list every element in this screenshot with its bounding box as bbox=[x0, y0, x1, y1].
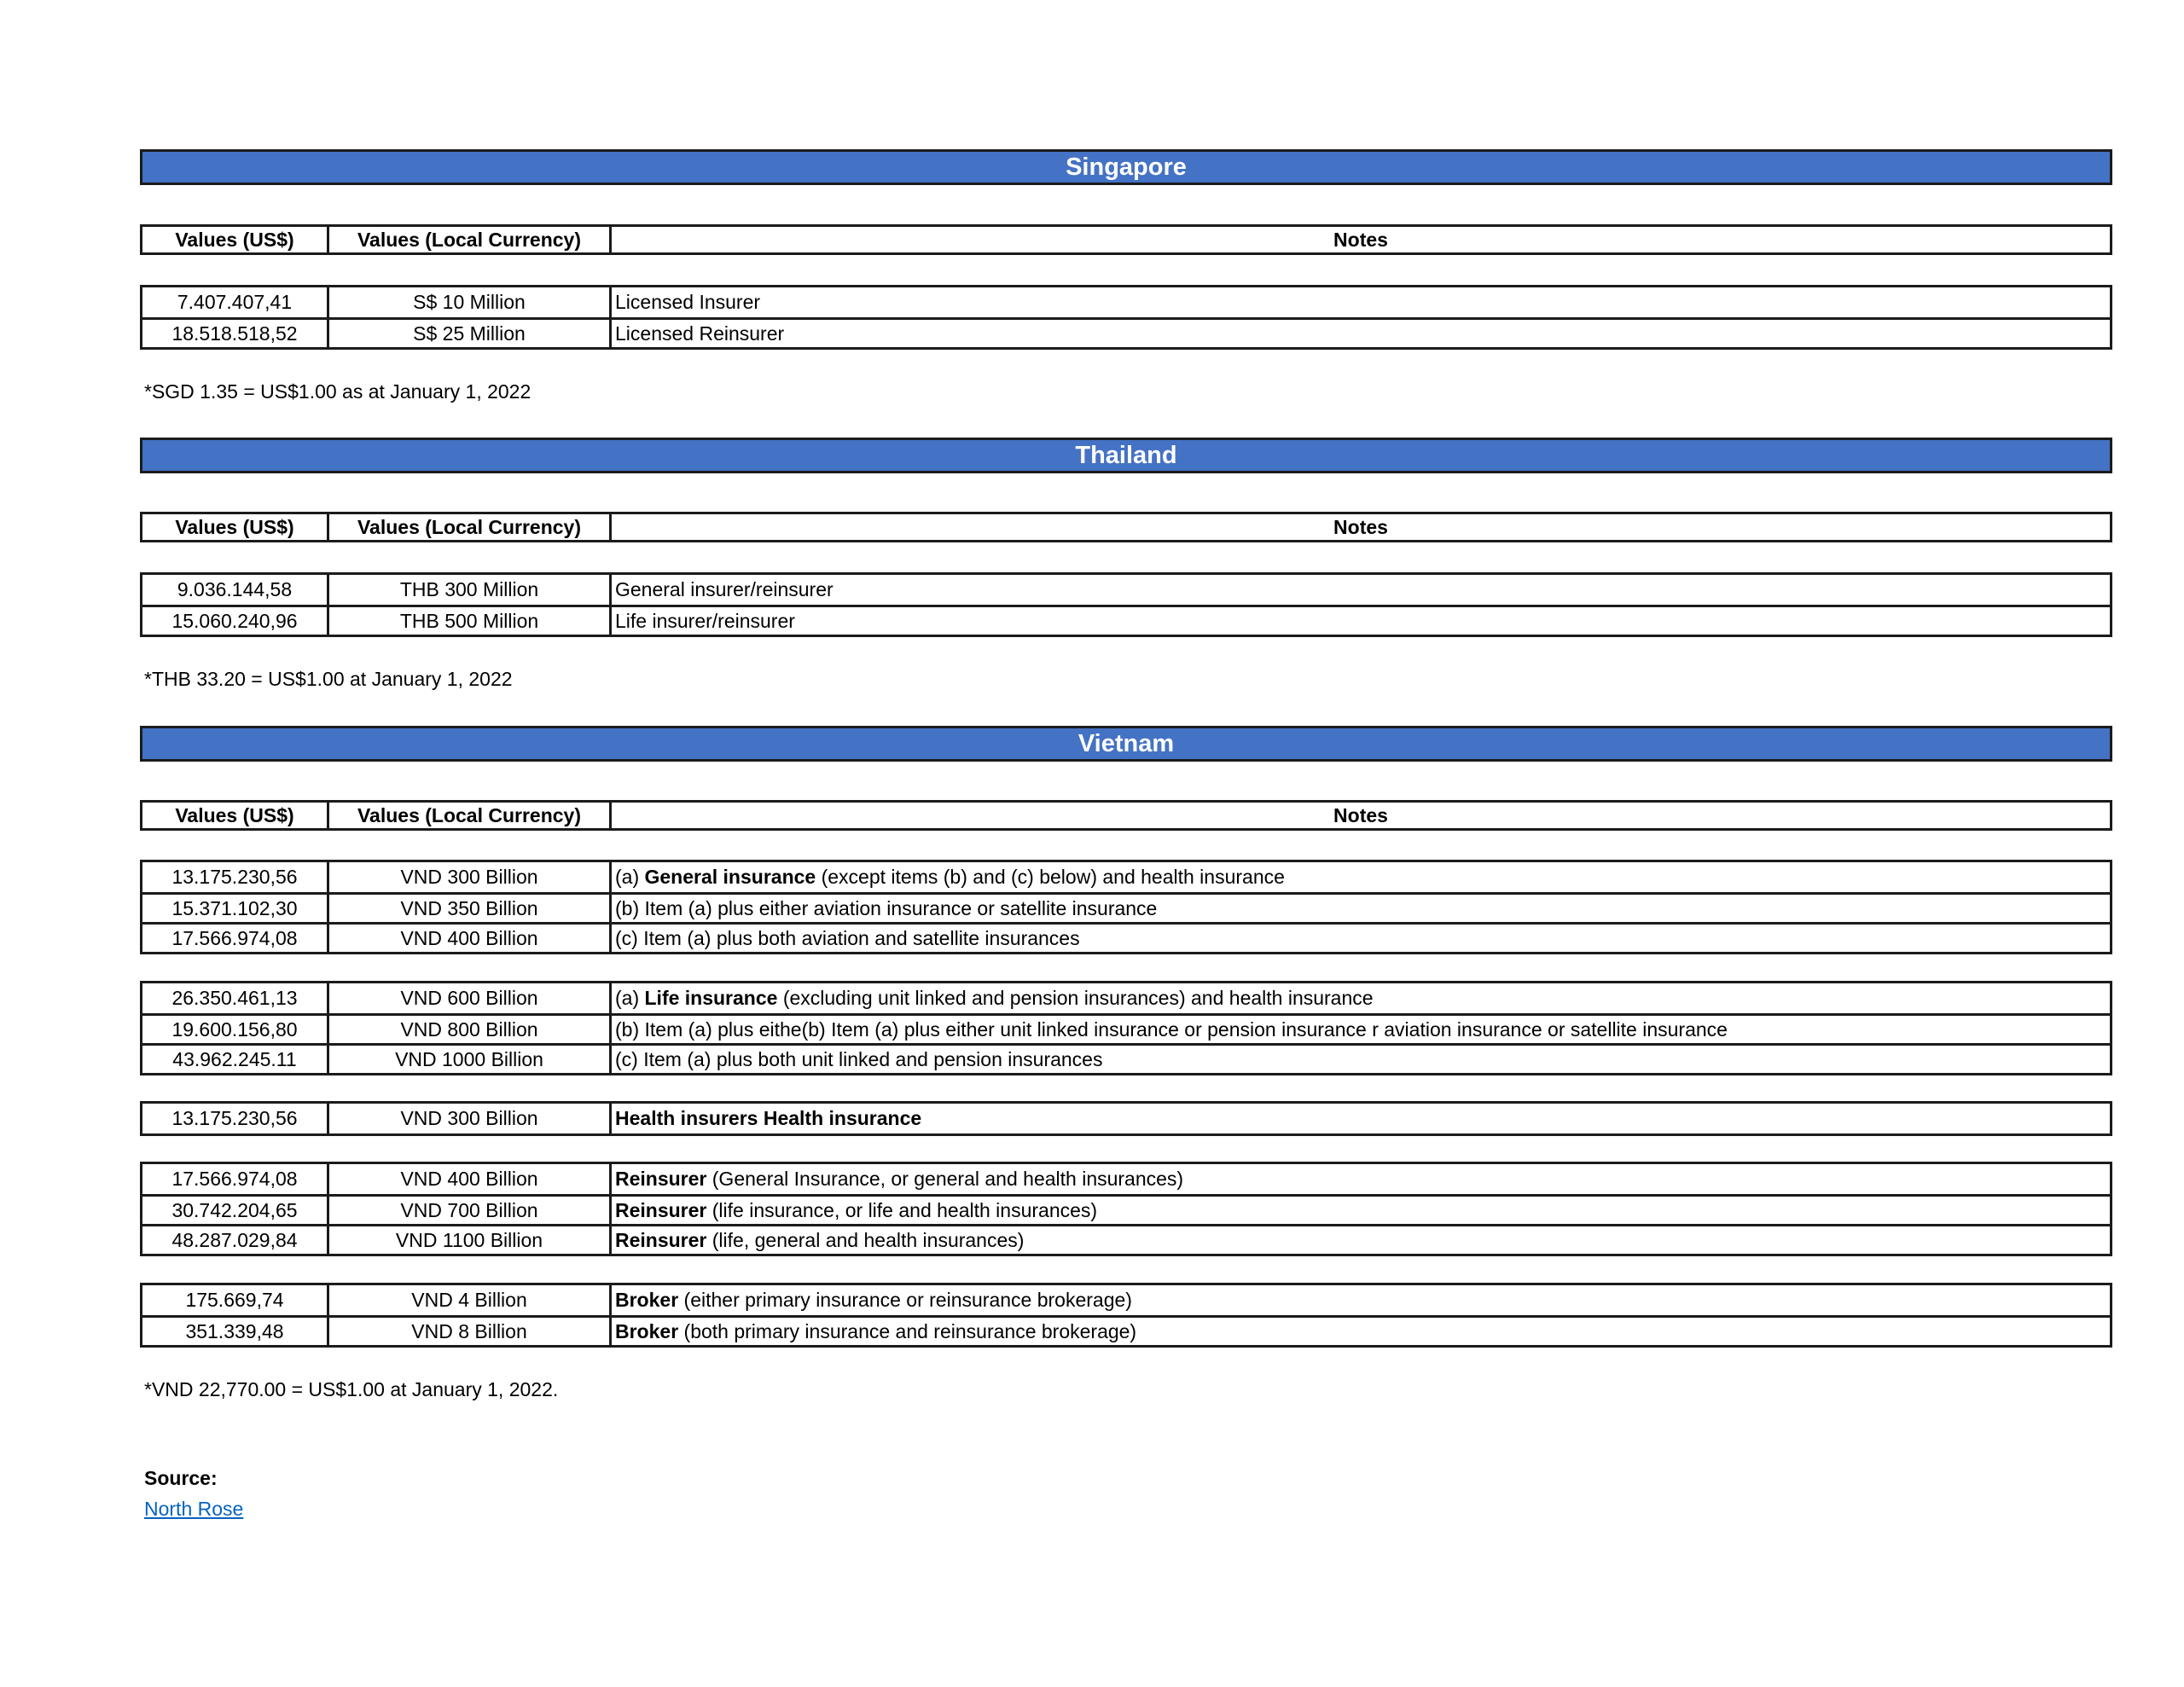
cell-usd: 26.350.461,13 bbox=[142, 983, 329, 1013]
cell-local: VND 700 Billion bbox=[329, 1197, 612, 1224]
note-text: (either primary insurance or reinsurance brokerage) bbox=[678, 1289, 1132, 1311]
cell-local: VND 4 Billion bbox=[329, 1285, 612, 1315]
cell-local: VND 1000 Billion bbox=[329, 1046, 612, 1073]
cell-note bbox=[612, 1016, 2110, 1043]
cell-usd: 17.566.974,08 bbox=[142, 1164, 329, 1194]
cell-usd: 17.566.974,08 bbox=[142, 925, 329, 952]
cell-local: THB 500 Million bbox=[329, 607, 612, 635]
cell-usd: 19.600.156,80 bbox=[142, 1016, 329, 1043]
header-notes: Notes bbox=[1333, 515, 1388, 538]
table-row bbox=[142, 1104, 2110, 1133]
note-text: (excluding unit linked and pension insurances) and health insurance bbox=[777, 987, 1374, 1009]
table-row bbox=[142, 1013, 2110, 1043]
cell-usd: 15.371.102,30 bbox=[142, 895, 329, 922]
cell-note bbox=[612, 1285, 2110, 1315]
note-bold: General insurance bbox=[644, 866, 816, 888]
note-text: (b) Item (a) plus eithe(b) Item (a) plus either unit linked insurance or pension insurance r aviation insurance or satellite insurance bbox=[615, 1017, 1728, 1041]
table-row bbox=[142, 575, 2110, 605]
table-row bbox=[142, 1224, 2110, 1254]
note-bold: Reinsurer bbox=[615, 1228, 707, 1251]
cell-usd: 18.518.518,52 bbox=[142, 320, 329, 347]
cell-note bbox=[612, 983, 2110, 1013]
section-title-thailand: Thailand bbox=[140, 438, 2112, 473]
cell-local: VND 8 Billion bbox=[329, 1318, 612, 1345]
table-row bbox=[142, 1164, 2110, 1194]
cell-local: THB 300 Million bbox=[329, 575, 612, 605]
cell-usd: 175.669,74 bbox=[142, 1285, 329, 1315]
cell-local: VND 400 Billion bbox=[329, 925, 612, 952]
cell-local: VND 400 Billion bbox=[329, 1164, 612, 1194]
note-text: (except items (b) and (c) below) and health insurance bbox=[816, 866, 1285, 888]
note-text: (b) Item (a) plus either aviation insurance or satellite insurance bbox=[615, 896, 1158, 919]
section-title-singapore: Singapore bbox=[140, 149, 2112, 185]
cell-usd: 13.175.230,56 bbox=[142, 1104, 329, 1133]
cell-local: VND 300 Billion bbox=[329, 862, 612, 892]
source-link[interactable]: North Rose bbox=[144, 1498, 244, 1520]
note-prefix: (a) bbox=[615, 987, 645, 1009]
table-row bbox=[142, 1194, 2110, 1224]
cell-note bbox=[612, 1318, 2110, 1345]
footnote-singapore: *SGD 1.35 = US$1.00 as at January 1, 2022 bbox=[144, 380, 531, 403]
table-row bbox=[142, 983, 2110, 1013]
table-row bbox=[142, 922, 2110, 952]
cell-note bbox=[612, 1197, 2110, 1224]
note-bold: Health insurers Health insurance bbox=[615, 1107, 922, 1129]
cell-note bbox=[612, 862, 2110, 892]
vietnam-life-table bbox=[140, 981, 2112, 1075]
table-row bbox=[142, 605, 2110, 635]
cell-note: General insurer/reinsurer bbox=[615, 578, 834, 600]
section-title-vietnam: Vietnam bbox=[140, 726, 2112, 762]
singapore-table bbox=[140, 285, 2112, 350]
header-local: Values (Local Currency) bbox=[329, 227, 612, 252]
cell-note bbox=[612, 1164, 2110, 1194]
cell-local: VND 600 Billion bbox=[329, 983, 612, 1013]
cell-usd: 48.287.029,84 bbox=[142, 1226, 329, 1254]
cell-local: VND 800 Billion bbox=[329, 1016, 612, 1043]
note-prefix: (a) bbox=[615, 866, 645, 888]
note-bold: Reinsurer bbox=[615, 1198, 707, 1221]
header-notes: Notes bbox=[1333, 228, 1388, 251]
cell-note: Licensed Reinsurer bbox=[615, 322, 785, 345]
cell-usd: 13.175.230,56 bbox=[142, 862, 329, 892]
cell-usd: 30.742.204,65 bbox=[142, 1197, 329, 1224]
cell-note: Licensed Insurer bbox=[615, 291, 761, 313]
cell-usd: 43.962.245.11 bbox=[142, 1046, 329, 1073]
cell-local: S$ 25 Million bbox=[329, 320, 612, 347]
table-row bbox=[142, 1315, 2110, 1345]
footnote-vietnam: *VND 22,770.00 = US$1.00 at January 1, 2022. bbox=[144, 1378, 559, 1400]
note-bold: Broker bbox=[615, 1289, 679, 1311]
cell-usd: 15.060.240,96 bbox=[142, 607, 329, 635]
cell-local: S$ 10 Million bbox=[329, 287, 612, 317]
cell-note bbox=[612, 1046, 2110, 1073]
cell-note bbox=[612, 1104, 2110, 1133]
note-bold: Broker bbox=[615, 1319, 679, 1342]
cell-note bbox=[612, 925, 2110, 952]
table-row bbox=[142, 317, 2110, 347]
note-bold: Life insurance bbox=[644, 987, 778, 1009]
thailand-table bbox=[140, 572, 2112, 637]
cell-usd: 351.339,48 bbox=[142, 1318, 329, 1345]
header-notes: Notes bbox=[1333, 803, 1388, 826]
footnote-thailand: *THB 33.20 = US$1.00 at January 1, 2022 bbox=[144, 668, 513, 690]
table-header bbox=[140, 224, 2112, 255]
header-usd: Values (US$) bbox=[142, 227, 329, 252]
note-text: (life insurance, or life and health insurances) bbox=[706, 1198, 1098, 1221]
vietnam-health-table bbox=[140, 1101, 2112, 1136]
cell-note bbox=[612, 895, 2110, 922]
cell-local: VND 350 Billion bbox=[329, 895, 612, 922]
table-row bbox=[142, 287, 2110, 317]
header-local: Values (Local Currency) bbox=[329, 803, 612, 828]
table-header bbox=[140, 800, 2112, 831]
note-text: (General Insurance, or general and health insurances) bbox=[706, 1168, 1184, 1190]
note-bold: Reinsurer bbox=[615, 1168, 707, 1190]
vietnam-reinsurer-table bbox=[140, 1162, 2112, 1256]
cell-local: VND 300 Billion bbox=[329, 1104, 612, 1133]
cell-local: VND 1100 Billion bbox=[329, 1226, 612, 1254]
table-row bbox=[142, 1043, 2110, 1073]
note-text: (c) Item (a) plus both aviation and satellite insurances bbox=[615, 926, 1080, 949]
table-row bbox=[142, 892, 2110, 922]
cell-note: Life insurer/reinsurer bbox=[615, 609, 795, 632]
cell-usd: 7.407.407,41 bbox=[142, 287, 329, 317]
vietnam-broker-table bbox=[140, 1283, 2112, 1348]
table-row bbox=[142, 1285, 2110, 1315]
table-row bbox=[142, 862, 2110, 892]
header-usd: Values (US$) bbox=[142, 514, 329, 540]
vietnam-general-table bbox=[140, 860, 2112, 954]
note-text: (life, general and health insurances) bbox=[706, 1228, 1025, 1251]
cell-usd: 9.036.144,58 bbox=[142, 575, 329, 605]
cell-note bbox=[612, 1226, 2110, 1254]
note-text: (c) Item (a) plus both unit linked and pension insurances bbox=[615, 1047, 1103, 1070]
source-label: Source: bbox=[144, 1467, 218, 1489]
header-local: Values (Local Currency) bbox=[329, 514, 612, 540]
table-header bbox=[140, 512, 2112, 542]
note-text: (both primary insurance and reinsurance brokerage) bbox=[678, 1319, 1137, 1342]
header-usd: Values (US$) bbox=[142, 803, 329, 828]
